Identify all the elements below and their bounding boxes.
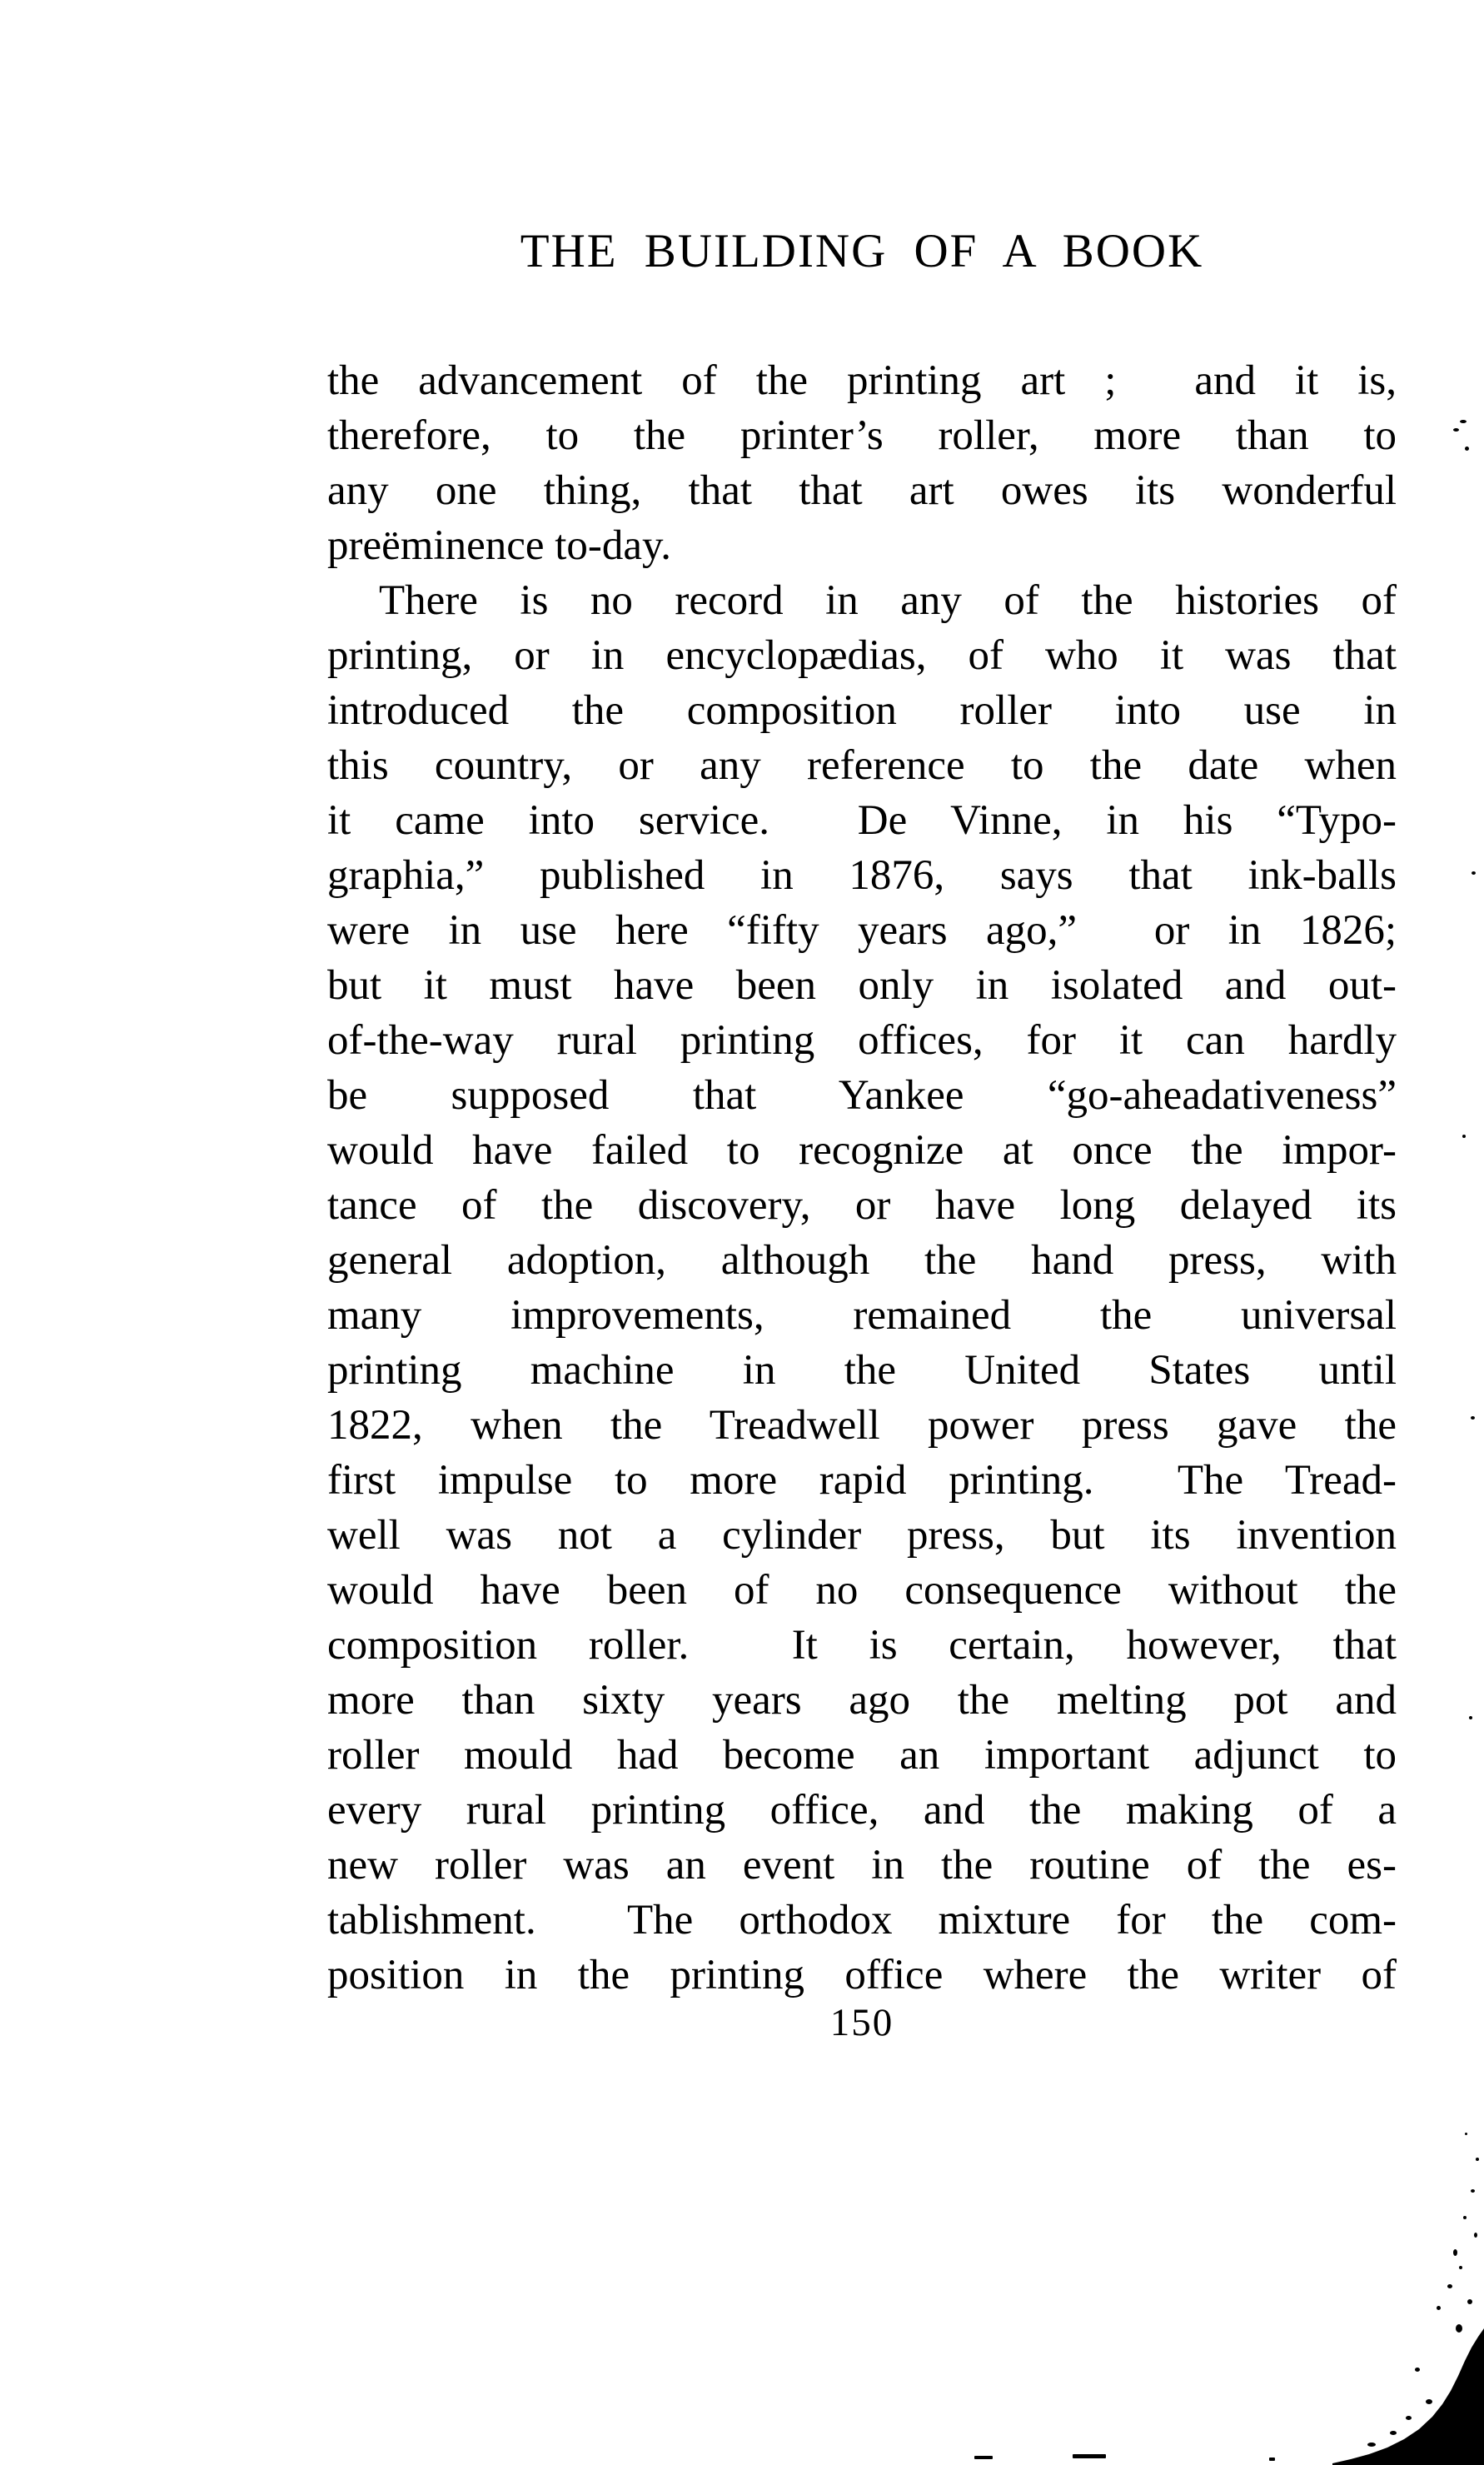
ink-dash [974, 2456, 993, 2459]
ink-speck [1447, 2284, 1452, 2288]
text-line: but it must have been only in isolated and out- [327, 962, 1397, 1009]
ink-speck [1453, 2249, 1457, 2256]
ink-speck [1472, 871, 1476, 875]
ink-speck [1426, 2399, 1432, 2404]
ink-speck [1463, 2216, 1467, 2219]
ink-speck [1406, 2416, 1412, 2420]
ink-speck [1471, 1416, 1475, 1420]
ink-speck [1462, 1135, 1466, 1138]
text-line: well was not a cylinder press, but its invention [327, 1512, 1397, 1559]
text-line: any one thing, that that art owes its wonderful [327, 467, 1397, 514]
ink-speck [1474, 2233, 1477, 2238]
text-line: would have been of no consequence without the [327, 1567, 1397, 1614]
text-line: of-the-way rural printing offices, for it can hardly [327, 1017, 1397, 1064]
paragraph [327, 573, 1397, 2003]
ink-dash [1269, 2458, 1275, 2461]
text-line: every rural printing office, and the making of a [327, 1787, 1397, 1834]
text-line: many improvements, remained the universal [327, 1292, 1397, 1339]
text-line: preëminence to-day. [327, 522, 671, 569]
running-head: THE BUILDING OF A BOOK [520, 225, 1204, 277]
text-line: position in the printing office where the writer of [327, 1952, 1397, 1998]
text-line: general adoption, although the hand press, with [327, 1237, 1397, 1284]
ink-speck [1437, 2306, 1441, 2310]
ink-speck [1415, 2368, 1420, 2372]
text-line: composition roller. It is certain, however, that [327, 1622, 1397, 1669]
ink-dash [1073, 2454, 1106, 2458]
text-line: first impulse to more rapid printing. The Tread- [327, 1457, 1397, 1504]
ink-speck [1367, 2443, 1376, 2447]
ink-speck [1465, 447, 1469, 451]
text-line: printing, or in encyclopædias, of who it was that [327, 632, 1397, 679]
page-number: 150 [829, 2001, 894, 2044]
text-line: There is no record in any of the histories of [379, 577, 1397, 624]
text-line: be supposed that Yankee “go-aheadativeness” [327, 1072, 1397, 1119]
text-line: this country, or any reference to the date when [327, 742, 1397, 789]
ink-speck [1453, 428, 1459, 432]
text-line: more than sixty years ago the melting pot and [327, 1677, 1397, 1724]
text-block [327, 353, 1397, 2003]
ink-speck [1390, 2431, 1397, 2435]
ink-speck [1456, 2324, 1462, 2333]
text-line: tance of the discovery, or have long delayed its [327, 1182, 1397, 1229]
text-line: printing machine in the United States until [327, 1347, 1397, 1394]
text-line: the advancement of the printing art ; and it is, [327, 357, 1397, 404]
text-line: roller mould had become an important adjunct to [327, 1732, 1397, 1779]
text-line: 1822, when the Treadwell power press gave the [327, 1402, 1397, 1449]
ink-speck [1467, 2299, 1472, 2304]
text-line: graphia,” published in 1876, says that ink-balls [327, 852, 1397, 899]
ink-speck [1459, 2266, 1462, 2269]
ink-speck [1476, 2158, 1479, 2161]
text-line: were in use here “fifty years ago,” or in 1826; [327, 907, 1397, 954]
ink-smudge-bottom-right [1317, 2328, 1484, 2465]
text-line: introduced the composition roller into use in [327, 687, 1397, 734]
text-line: it came into service. De Vinne, in his “Typo- [327, 797, 1397, 844]
text-line: tablishment. The orthodox mixture for the com- [327, 1897, 1397, 1944]
paragraph [327, 353, 1397, 573]
ink-speck [1469, 1716, 1472, 1719]
ink-speck [1471, 2189, 1475, 2193]
text-line: therefore, to the printer’s roller, more than to [327, 412, 1397, 459]
text-line: would have failed to recognize at once the impor- [327, 1127, 1397, 1174]
ink-speck [1465, 2133, 1467, 2135]
text-line: new roller was an event in the routine of the es- [327, 1842, 1397, 1889]
ink-speck [1460, 420, 1467, 423]
